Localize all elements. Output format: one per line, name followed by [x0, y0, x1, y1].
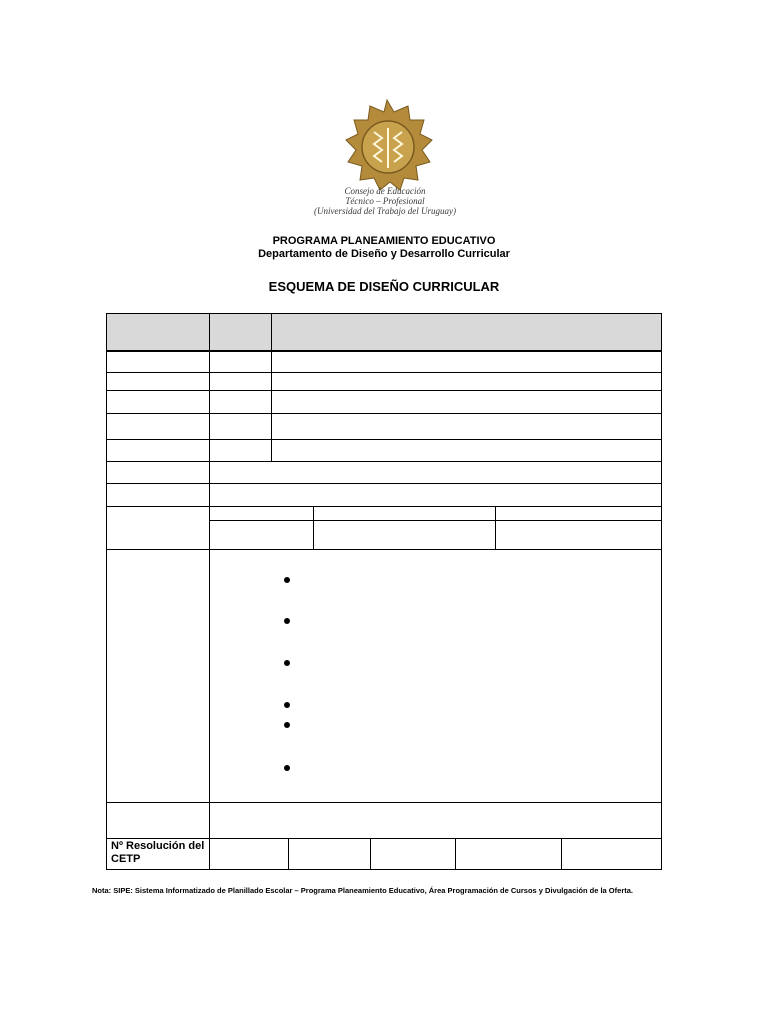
list-bullet [284, 618, 290, 624]
department-heading: Departamento de Diseño y Desarrollo Curricular [258, 248, 510, 260]
program-heading: PROGRAMA PLANEAMIENTO EDUCATIVO [272, 235, 496, 247]
list-bullet [284, 702, 290, 708]
resolution-label: Nº Resolución del CETP [111, 840, 205, 865]
list-bullet [284, 765, 290, 771]
list-bullet [284, 660, 290, 666]
list-bullet [284, 722, 290, 728]
logo-caption: Consejo de Educación Técnico – Profesional (Universidad del Trabajo del Uruguay) [314, 186, 456, 216]
table-border [106, 313, 662, 870]
page-title: ESQUEMA DE DISEÑO CURRICULAR [268, 279, 500, 294]
footnote: Nota: SIPE: Sistema Informatizado de Planillado Escolar – Programa Planeamiento Educativo, Área Programación de Cursos y Divulgación de la Oferta. [92, 886, 633, 895]
list-bullet [284, 577, 290, 583]
